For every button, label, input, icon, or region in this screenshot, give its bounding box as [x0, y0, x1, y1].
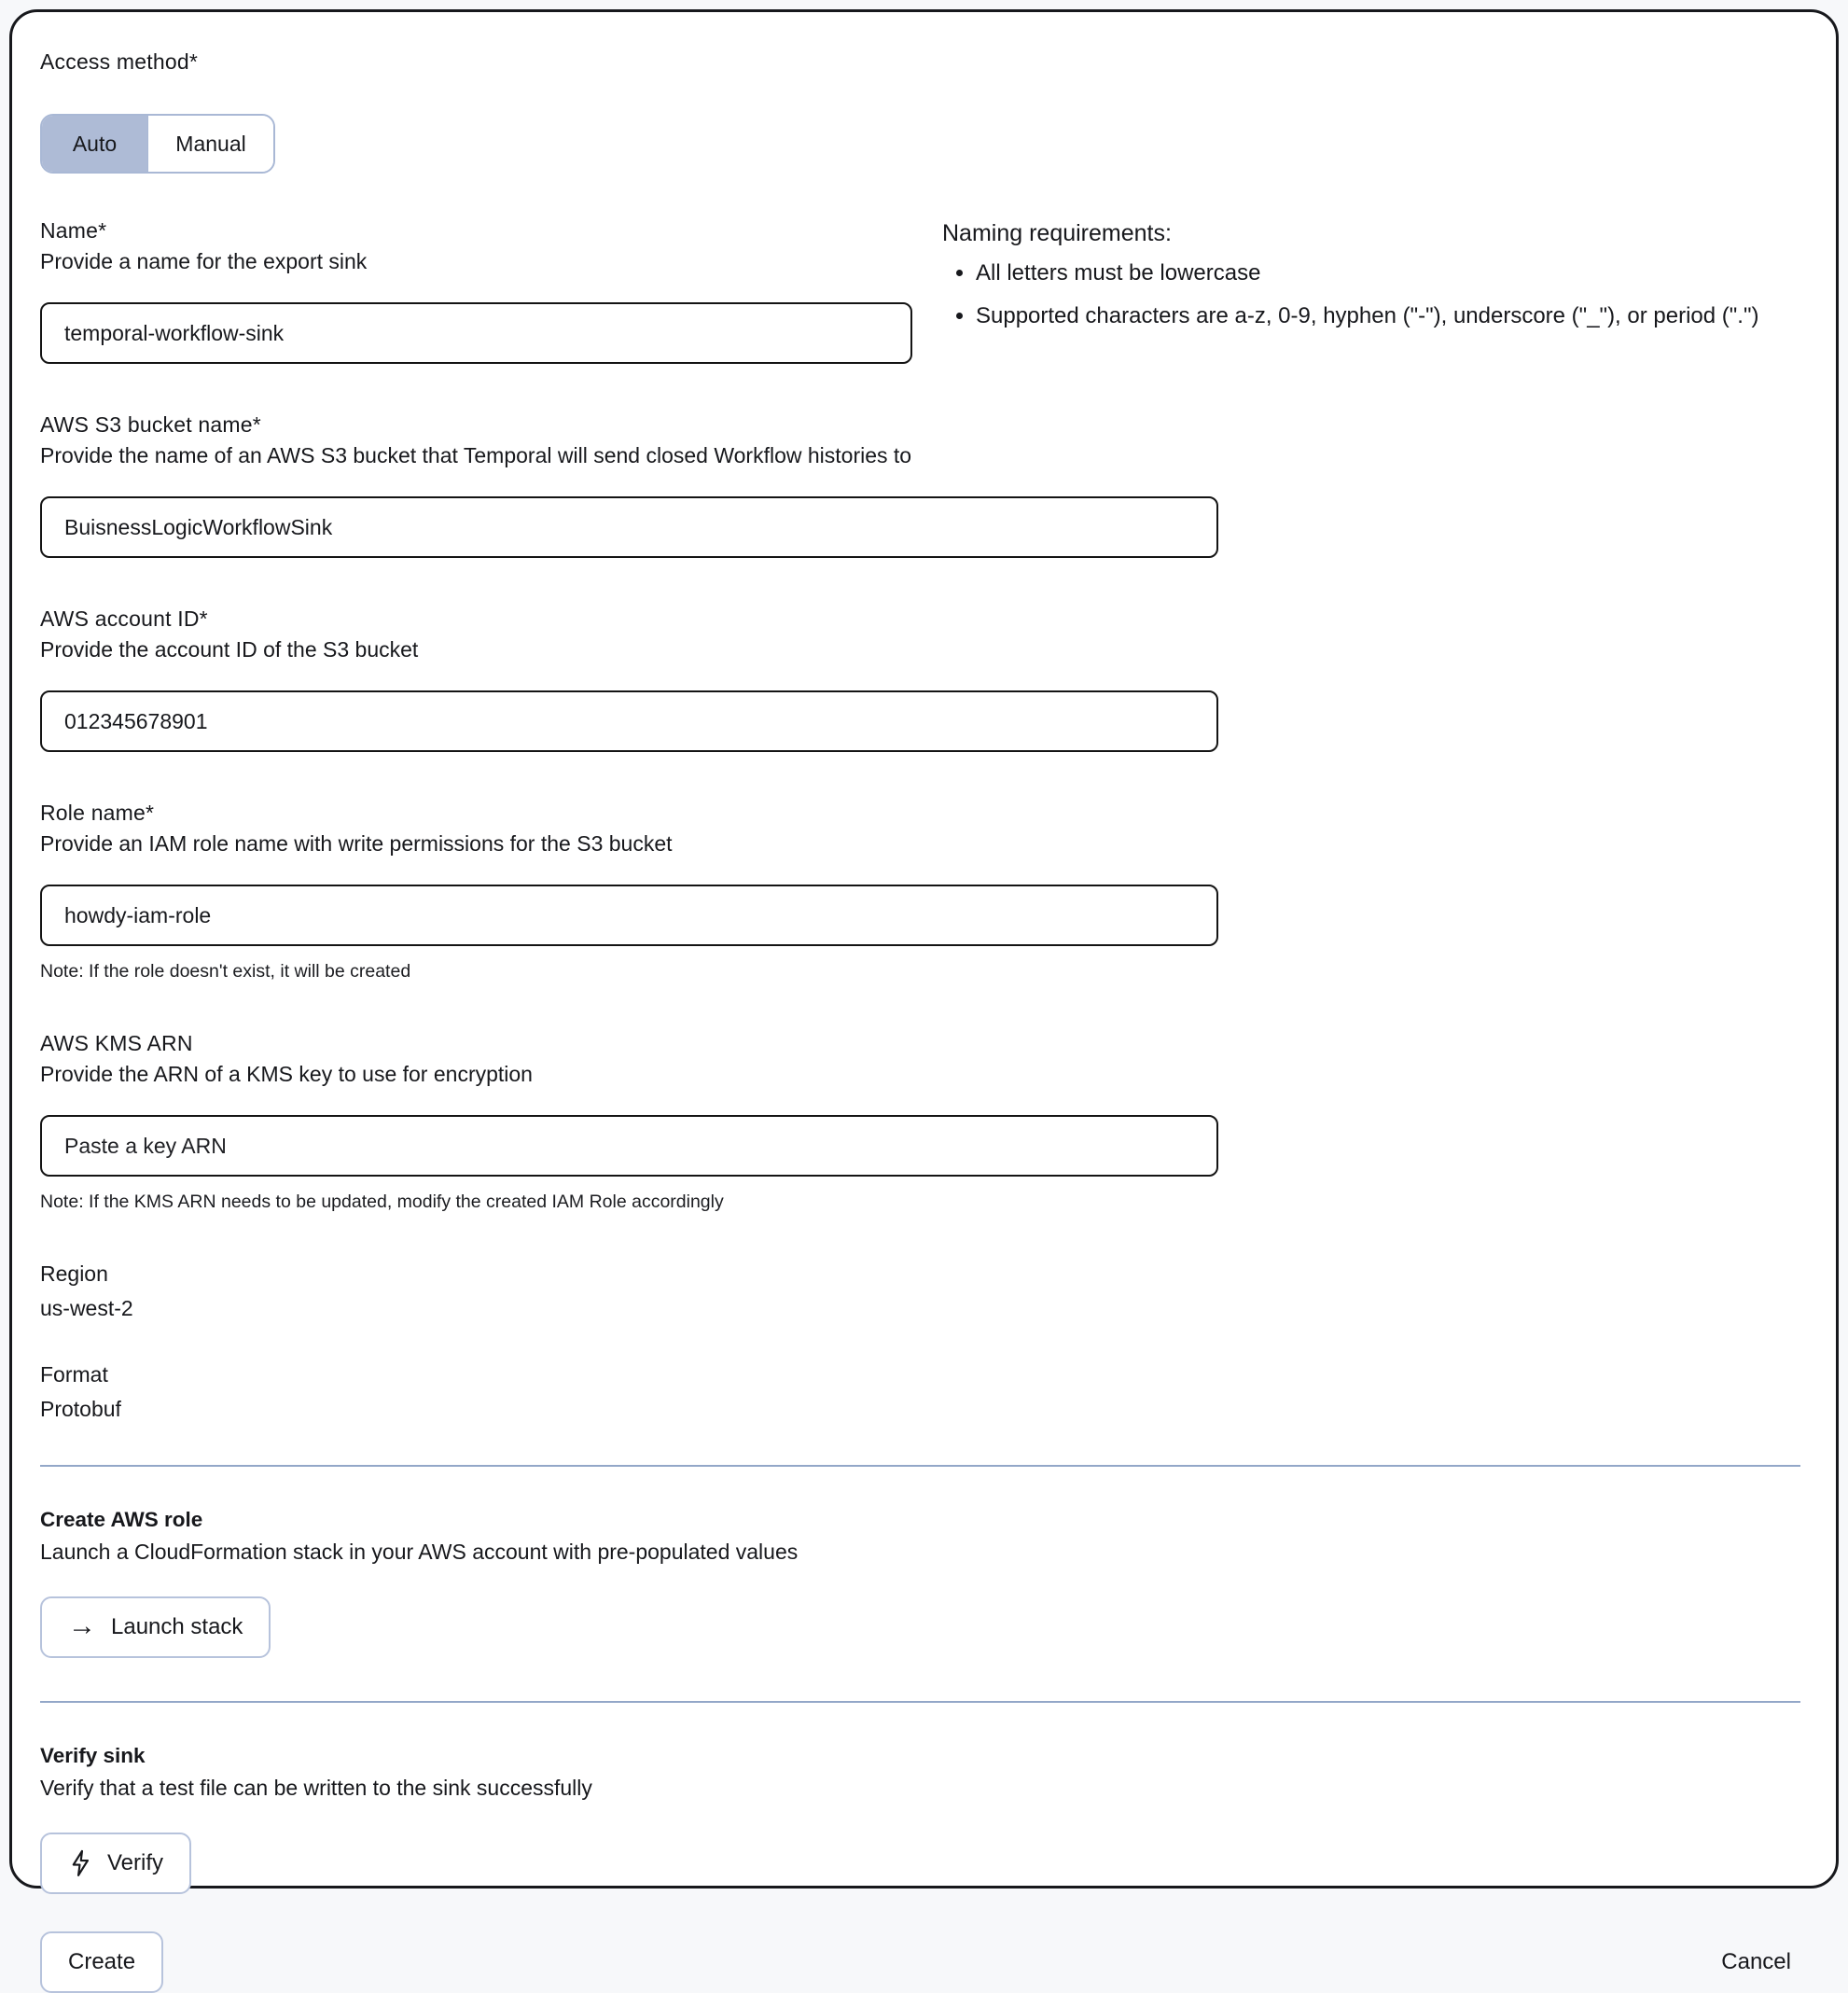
kms-arn-input[interactable] — [40, 1115, 1218, 1177]
verify-button-label: Verify — [107, 1850, 164, 1875]
region-value: us-west-2 — [40, 1296, 133, 1320]
export-sink-form-card — [9, 9, 1839, 1974]
s3-bucket-input[interactable] — [40, 496, 1218, 558]
s3-bucket-label: AWS S3 bucket name* — [40, 412, 261, 437]
access-method-toggle — [40, 114, 275, 174]
access-method-option-auto[interactable]: Auto — [42, 116, 147, 172]
region-label: Region — [40, 1261, 108, 1286]
account-id-input[interactable] — [40, 690, 1218, 752]
verify-sink-description: Verify that a test file can be written to the sink successfully — [40, 1776, 592, 1800]
kms-arn-description: Provide the ARN of a KMS key to use for encryption — [40, 1062, 533, 1086]
role-name-note: Note: If the role doesn't exist, it will be created — [40, 961, 411, 982]
kms-arn-note: Note: If the KMS ARN needs to be updated, modify the created IAM Role accordingly — [40, 1192, 724, 1212]
arrow-right-icon: → — [68, 1610, 96, 1641]
create-button-label: Create — [68, 1949, 136, 1974]
s3-bucket-description: Provide the name of an AWS S3 bucket that Temporal will send closed Workflow histories to — [40, 443, 912, 467]
naming-requirement-item: • Supported characters are a-z, 0-9, hyphen ("-"), underscore ("_"), or period (".") — [976, 300, 1800, 333]
format-value: Protobuf — [40, 1397, 121, 1421]
launch-stack-button-label: Launch stack — [111, 1614, 243, 1639]
name-input[interactable] — [40, 302, 912, 364]
role-name-input[interactable] — [40, 885, 1218, 946]
role-name-label: Role name* — [40, 801, 155, 825]
name-description: Provide a name for the export sink — [40, 249, 368, 273]
kms-arn-label: AWS KMS ARN — [40, 1031, 193, 1055]
role-name-description: Provide an IAM role name with write permissions for the S3 bucket — [40, 831, 673, 856]
format-label: Format — [40, 1362, 108, 1387]
name-label: Name* — [40, 218, 107, 243]
cancel-button[interactable]: Cancel — [1712, 1949, 1800, 1975]
naming-requirement-item: • All letters must be lowercase — [976, 257, 1800, 290]
account-id-label: AWS account ID* — [40, 606, 208, 631]
access-method-label: Access method* — [40, 49, 198, 74]
section-divider — [40, 1465, 1800, 1467]
create-aws-role-title: Create AWS role — [40, 1508, 203, 1531]
access-method-option-manual[interactable]: Manual — [147, 116, 273, 172]
naming-requirements — [942, 218, 1800, 364]
naming-requirements-list — [942, 257, 1800, 333]
create-aws-role-description: Launch a CloudFormation stack in your AWS account with pre-populated values — [40, 1540, 799, 1564]
account-id-description: Provide the account ID of the S3 bucket — [40, 637, 419, 662]
create-button[interactable] — [40, 1931, 163, 1993]
verify-sink-title: Verify sink — [40, 1744, 146, 1767]
launch-stack-button[interactable] — [40, 1596, 271, 1658]
lightning-bolt-icon — [68, 1849, 92, 1877]
naming-requirements-title: Naming requirements: — [942, 220, 1172, 246]
verify-button[interactable] — [40, 1833, 191, 1894]
section-divider — [40, 1701, 1800, 1703]
